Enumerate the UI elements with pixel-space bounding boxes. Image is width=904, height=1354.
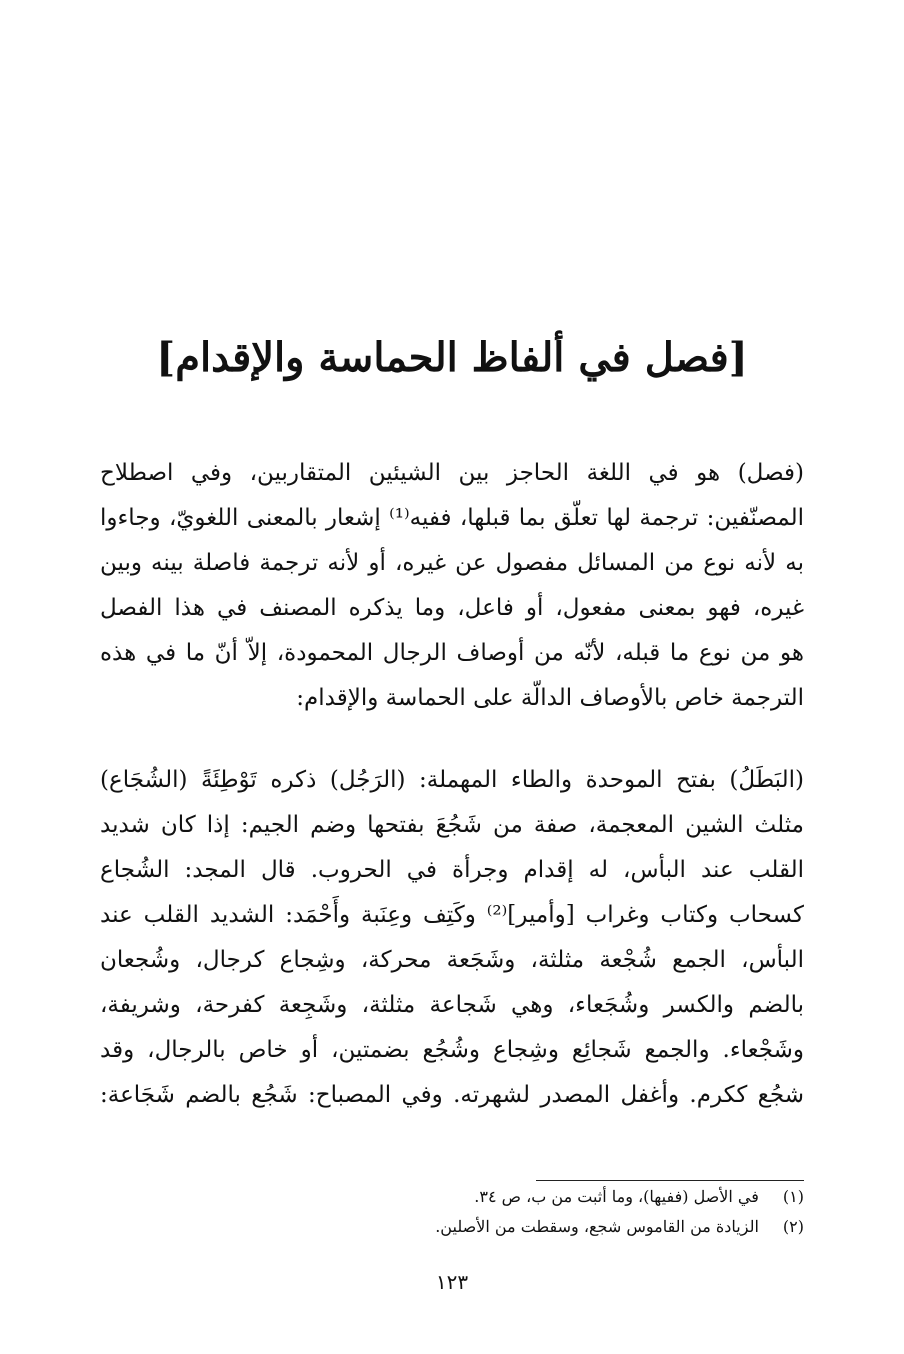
paragraph-line: شجُع ككرم. وأغفل المصدر لشهرته. وفي المصباح: شَجُع بالضم شَجَاعة: — [100, 1082, 804, 1108]
paragraph-intro — [100, 451, 804, 721]
chapter-title: [فصل في ألفاظ الحماسة والإقدام] — [156, 334, 748, 381]
paragraph-line: (فصل) هو في اللغة الحاجز بين الشيئين المتقاربين، وفي اصطلاح — [100, 460, 804, 486]
footnote-divider — [536, 1180, 804, 1181]
paragraph-line: المصنّفين: ترجمة لها تعلّق بما قبلها، ففيه⁽¹⁾ إشعار بالمعنى اللغويّ، وجاءوا — [100, 505, 804, 531]
footnotes — [100, 1182, 804, 1242]
paragraph-line: كسحاب وكتاب وغراب [وأمير]⁽²⁾ وكَتِف وعِنَبة وأَحْمَد: الشديد القلب عند — [100, 902, 804, 928]
footnote — [100, 1182, 804, 1212]
paragraph-line: (البَطَلُ) بفتح الموحدة والطاء المهملة: (الرَجُل) ذكره تَوْطِئَةً (الشُجَاع) — [100, 767, 804, 793]
footnote-text: الزيادة من القاموس شجع، وسقطت من الأصلين. — [435, 1217, 759, 1236]
paragraph-line: هو من نوع ما قبله، لأنّه من أوصاف الرجال المحمودة، إلاّ أنّ ما في هذه — [100, 640, 804, 666]
paragraph-line: غيره، فهو بمعنى مفعول، أو فاعل، وما يذكره المصنف في هذا الفصل — [100, 595, 804, 621]
page-number: ١٢٣ — [435, 1270, 469, 1294]
paragraph-line: القلب عند البأس، له إقدام وجرأة في الحروب. قال المجد: الشُجاع — [100, 857, 804, 883]
paragraph-line: وشَجْعاء. والجمع شَجائِع وشِجاع وشُجُع بضمتين، أو خاص بالرجال، وقد — [100, 1037, 804, 1063]
paragraph-line: بالضم والكسر وشُجَعاء، وهي شَجاعة مثلثة، وشَجِعة كفرحة، وشريفة، — [100, 992, 804, 1018]
paragraph-batal — [100, 758, 804, 1118]
paragraph-line: به لأنه نوع من المسائل مفصول عن غيره، أو لأنه ترجمة فاصلة بينه وبين — [100, 550, 804, 576]
footnote-text: في الأصل (ففيها)، وما أثبت من ب، ص ٣٤. — [474, 1187, 759, 1206]
footnote-number: (١) — [782, 1187, 804, 1206]
footnote-number: (٢) — [782, 1217, 804, 1236]
paragraph-line: مثلث الشين المعجمة، صفة من شَجُعَ بفتحها وضم الجيم: إذا كان شديد — [100, 812, 804, 838]
paragraph-line: الترجمة خاص بالأوصاف الدالّة على الحماسة والإقدام: — [296, 685, 804, 711]
paragraph-line: البأس، الجمع شُجْعة مثلثة، وشَجَعة محركة، وشِجاع كرجال، وشُجعان — [100, 947, 804, 973]
footnote — [100, 1212, 804, 1242]
